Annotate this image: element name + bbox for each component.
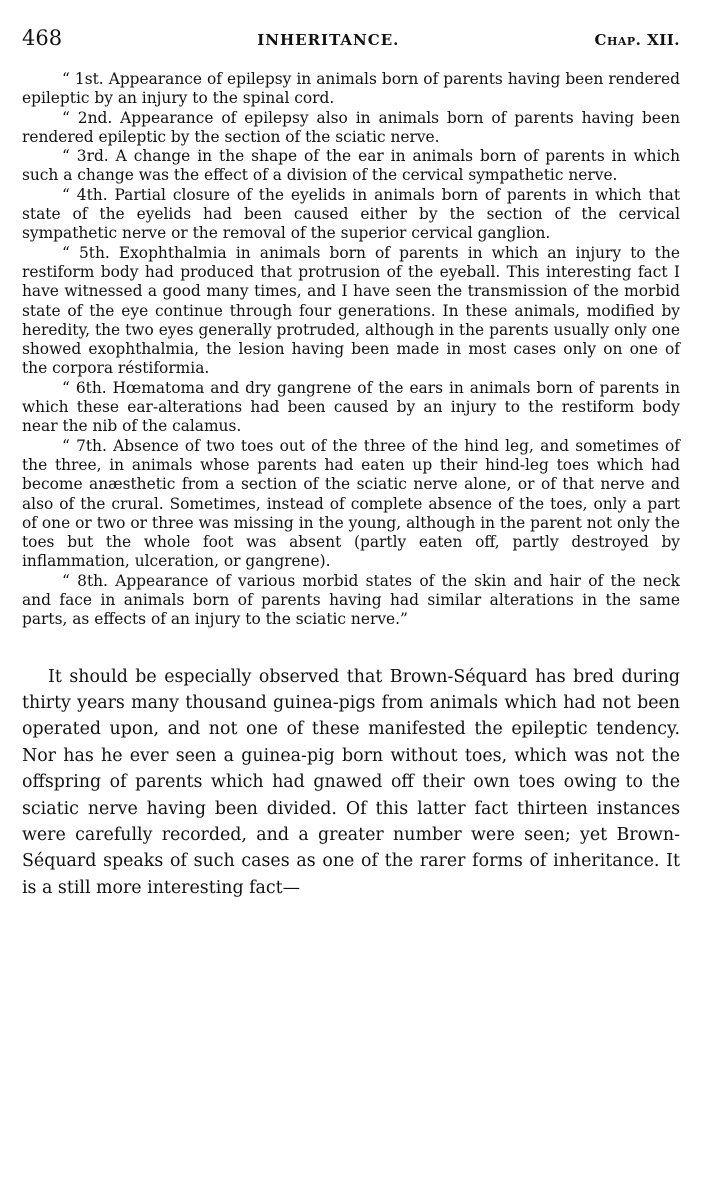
quoted-item-8: “ 8th. Appearance of various morbid states of the skin and hair of the neck and face in animals born of parents having had similar alterations in the same parts, as effects of an injury to the sciatic nerve.” (22, 571, 680, 629)
quoted-item-4: “ 4th. Partial closure of the eyelids in animals born of parents in which that state of the eyelids had been caused either by the section of the cervical sympathetic nerve or the removal of the superior cervical ganglion. (22, 185, 680, 243)
chapter-label: Chap. XII. (594, 31, 680, 49)
quoted-item-7: “ 7th. Absence of two toes out of the three of the hind leg, and sometimes of the three, in animals whose parents had eaten up their hind-leg toes which had become anæsthetic from a section of the sciatic nerve alone, or of that nerve and also of the crural. Sometimes, instead of complete absence of the toes, only a part of one or two or three was missing in the young, although in the parent not only the toes but the whole foot was absent (partly eaten off, partly destroyed by inflammation, ulceration, or gangrene). (22, 436, 680, 571)
body-text (22, 664, 680, 902)
book-page (22, 26, 680, 901)
quoted-list (22, 70, 680, 630)
running-title: INHERITANCE. (257, 31, 400, 49)
quoted-item-6: “ 6th. Hœmatoma and dry gangrene of the ears in animals born of parents in which these ear-alterations had been caused by an injury to the restiform body near the nib of the calamus. (22, 378, 680, 436)
quoted-item-2: “ 2nd. Appearance of epilepsy also in animals born of parents having been rendered epileptic by the section of the sciatic nerve. (22, 108, 680, 146)
quoted-item-3: “ 3rd. A change in the shape of the ear in animals born of parents in which such a change was the effect of a division of the cervical sympathetic nerve. (22, 147, 680, 185)
page-number: 468 (22, 26, 63, 50)
body-paragraph: It should be especially observed that Brown-Séquard has bred during thirty years many thousand guinea-pigs from animals which had not been operated upon, and not one of these manifested the epileptic tendency. Nor has he ever seen a guinea-pig born without toes, which was not the offspring of parents which had gnawed off their own toes owing to the sciatic nerve having been divided. Of this latter fact thirteen instances were carefully recorded, and a greater number were seen; yet Brown-Séquard speaks of such cases as one of the rarer forms of inheritance. It is a still more interesting fact— (22, 666, 680, 898)
quoted-item-5: “ 5th. Exophthalmia in animals born of parents in which an injury to the restiform body had produced that protrusion of the eyeball. This interesting fact I have witnessed a good many times, and I have seen the transmission of the morbid state of the eye continue through four generations. In these animals, modified by heredity, the two eyes generally protruded, although in the parents usually only one showed exophthalmia, the lesion having been made in most cases only on one of the corpora réstiformia. (22, 243, 680, 378)
page-header (22, 26, 680, 60)
quoted-item-1: “ 1st. Appearance of epilepsy in animals born of parents having been rendered epileptic by an injury to the spinal cord. (22, 70, 680, 108)
